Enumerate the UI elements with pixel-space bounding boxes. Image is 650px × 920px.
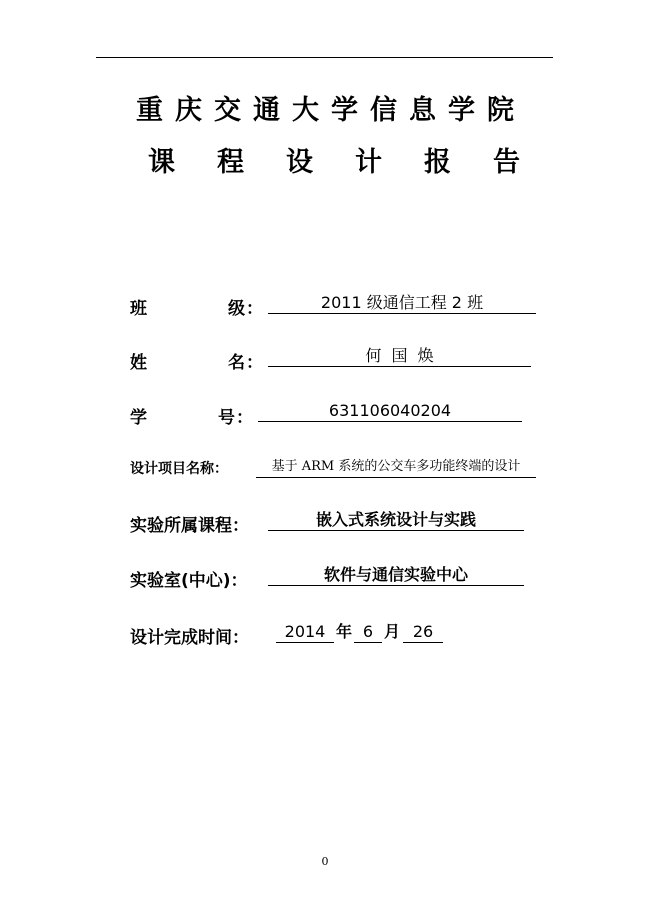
course-value: 嵌入式系统设计与实践 [268, 510, 524, 531]
page-number: 0 [321, 855, 329, 868]
name-value: 何 国 焕 [268, 346, 531, 367]
class-label-a: 班 [130, 299, 147, 319]
student-id-colon: ： [236, 408, 253, 428]
header-rule [96, 57, 553, 58]
report-title: 课程设计报告 [148, 147, 562, 178]
date-month-unit: 月 [384, 622, 401, 641]
project-label: 设计项目名称： [130, 461, 228, 477]
student-id-label-b: 号 [218, 408, 235, 428]
date-day: 26 [403, 622, 443, 643]
name-colon: ： [246, 353, 263, 373]
class-colon: ： [246, 299, 263, 319]
class-label-b: 级 [228, 299, 245, 319]
name-label-a: 姓 [130, 353, 147, 373]
date-label: 设计完成时间： [130, 628, 249, 648]
name-label-b: 名 [228, 353, 245, 373]
student-id-label-a: 学 [130, 408, 147, 428]
date-year: 2014 [276, 622, 334, 643]
lab-value: 软件与通信实验中心 [268, 565, 524, 586]
course-label: 实验所属课程： [130, 516, 249, 536]
lab-label: 实验室(中心)： [130, 571, 248, 591]
school-title: 重庆交通大学信息学院 [136, 95, 526, 126]
student-id-value: 631106040204 [258, 401, 522, 422]
date-year-unit: 年 [336, 622, 353, 641]
class-value: 2011 级通信工程 2 班 [268, 293, 536, 314]
date-month: 6 [354, 622, 382, 643]
project-value: 基于 ARM 系统的公交车多功能终端的设计 [256, 457, 536, 478]
